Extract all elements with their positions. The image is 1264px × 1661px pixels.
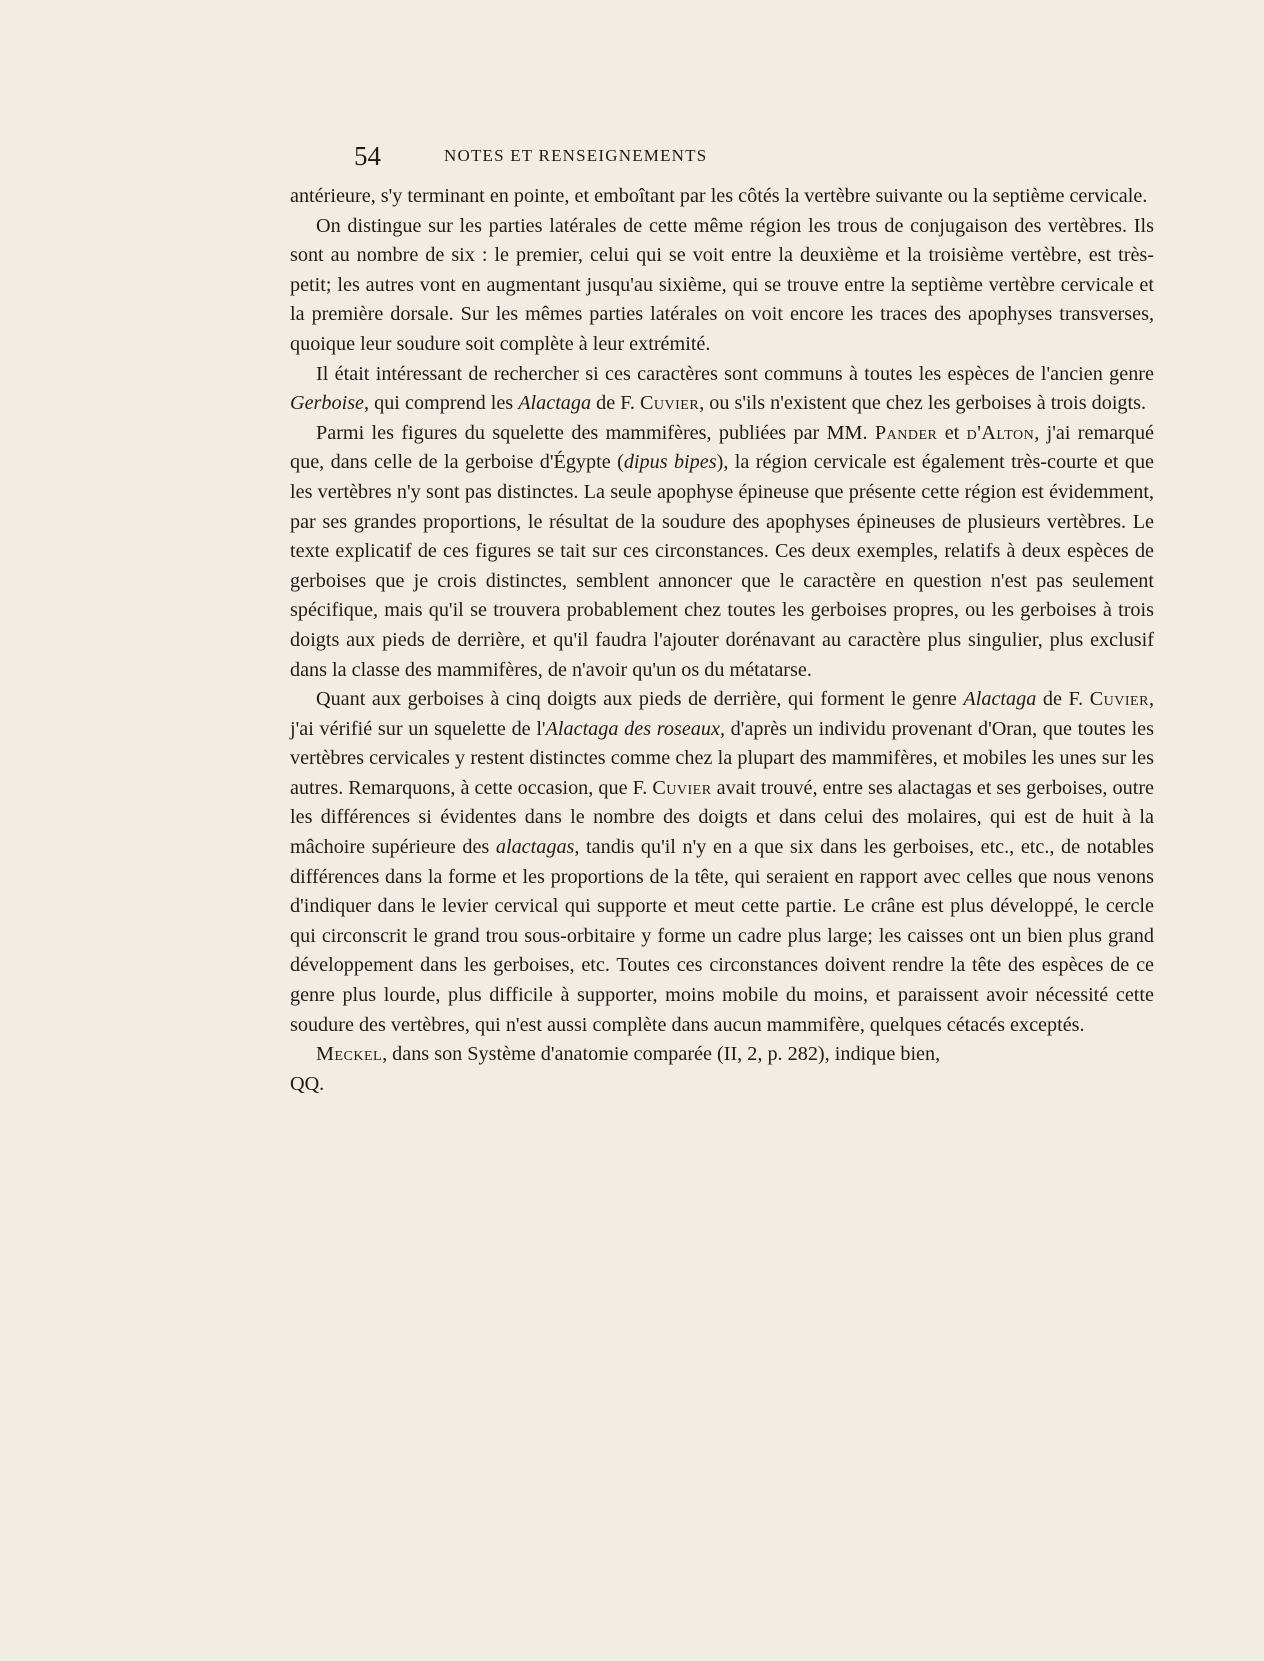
italic-term: alactagas bbox=[495, 836, 575, 859]
text-run: , tandis qu'il n'y en a que six dans les gerboises, etc., etc., de notables différences dans la forme et les proportions de la tête, qui seraient en rapport avec celles que nous venons d'indiquer dans le levier cervical qui supporte et meut cette partie. Le crâne est plus développé, le cercle qui circonscrit le grand trou sous-orbitaire y forme un cadre plus large; les caisses ont un bien plus grand développement dans les gerboises, etc. Toutes ces circonstances doivent rendre la tête des espèces de ce genre plus lourde, plus difficile à supporter, moins mobile du moins, et paraissent avoir nécessité cette soudure des vertèbres, qui n'est aussi complète dans aucun mammifère, quelques cétacés exceptés. bbox=[290, 836, 1154, 1036]
text-run: , d'après un individu provenant d'Oran, que toutes les vertèbres cervicales y restent distinctes comme chez la plupart des mammifères, et mobiles les unes sur les autres. Remarquons, à cette occasion, que F. bbox=[290, 717, 1154, 799]
text-run: ), la région cervicale est également très-courte et que les vertèbres n'y sont pas distinctes. La seule apophyse épineuse que présente cette région est évidemment, par ses grandes proportions, le résultat de la soudure des apophyses épineuses de plusieurs vertèbres. Le texte explicatif de ces figures se tait sur ces circonstances. Ces deux exemples, relatifs à deux espèces de gerboises que je crois distinctes, semblent annoncer que le caractère en question n'est pas seulement spécifique, mais qu'il se trouvera probablement chez toutes les gerboises propres, ou les gerboises à trois doigts aux pieds de derrière, et qu'il faudra l'ajouter dorénavant au caractère plus singulier, plus exclusif dans la classe des mammifères, de n'avoir qu'un os du métatarse. bbox=[290, 451, 1155, 681]
author-name: Cuvier bbox=[639, 392, 700, 415]
page-number: 54 bbox=[354, 141, 381, 171]
author-name: Cuvier bbox=[1089, 688, 1149, 711]
paragraph bbox=[290, 1040, 1154, 1070]
paragraph bbox=[290, 212, 1154, 360]
italic-term: Alactaga bbox=[963, 688, 1037, 711]
text-run: antérieure, s'y terminant en pointe, et emboîtant par les côtés la vertèbre suivante ou la septième cervicale. bbox=[290, 185, 1148, 207]
author-name: Meckel bbox=[316, 1043, 383, 1066]
page-header bbox=[354, 142, 1154, 170]
text-run: On distingue sur les parties latérales de cette même région les trous de conjugaison des vertèbres. Ils sont au nombre de six : le premier, celui qui se voit entre la deuxième et la troisième vertèbre, est très-petit; les autres vont en augmentant jusqu'au sixième, qui se trouve entre la septième vertèbre cervicale et la première dorsale. Sur les mêmes parties latérales on voit encore les traces des apophyses transverses, quoique leur soudure soit complète à leur extrémité. bbox=[290, 214, 1154, 355]
body-text bbox=[290, 182, 1154, 1099]
text-run: de F. bbox=[1036, 688, 1090, 711]
text-run: , ou s'ils n'existent que chez les gerboises à trois doigts. bbox=[699, 392, 1147, 415]
text-run: , dans son Système d'anatomie comparée (II, 2, p. 282), indique bien, bbox=[382, 1043, 941, 1066]
text-run: et bbox=[937, 421, 967, 444]
author-name: Pander bbox=[874, 421, 938, 444]
italic-term: Gerboise bbox=[290, 392, 365, 415]
signature-mark-line bbox=[290, 1070, 1154, 1100]
paragraph bbox=[290, 419, 1154, 685]
paragraph bbox=[290, 685, 1154, 1040]
paragraph bbox=[290, 360, 1154, 419]
author-name: Cuvier bbox=[652, 776, 712, 799]
paragraph bbox=[290, 182, 1154, 212]
text-run: Il était intéressant de rechercher si ces caractères sont communs à toutes les espèces de l'ancien genre bbox=[316, 362, 1154, 385]
author-name: d'Alton bbox=[966, 421, 1035, 444]
text-run: , qui comprend les bbox=[364, 392, 519, 415]
text-run: , j'ai vérifié sur un squelette de l' bbox=[290, 688, 1154, 740]
italic-term: dipus bipes bbox=[623, 451, 717, 474]
italic-term: Alactaga des roseaux bbox=[545, 717, 720, 740]
italic-term: Alactaga bbox=[518, 392, 592, 415]
text-run: de F. bbox=[591, 392, 640, 415]
text-run: avait trouvé, entre ses alactagas et ses gerboises, outre les différences si évidentes dans le nombre des doigts et dans celui des molaires, qui est de huit à la mâchoire supérieure des bbox=[290, 776, 1154, 859]
running-head: NOTES ET RENSEIGNEMENTS bbox=[444, 146, 708, 165]
text-run: , j'ai remarqué que, dans celle de la gerboise d'Égypte ( bbox=[290, 421, 1154, 474]
signature-mark: QQ. bbox=[290, 1072, 325, 1095]
text-run: Parmi les figures du squelette des mammifères, publiées par MM. bbox=[316, 421, 875, 444]
text-run: Quant aux gerboises à cinq doigts aux pieds de derrière, qui forment le genre bbox=[316, 688, 964, 711]
